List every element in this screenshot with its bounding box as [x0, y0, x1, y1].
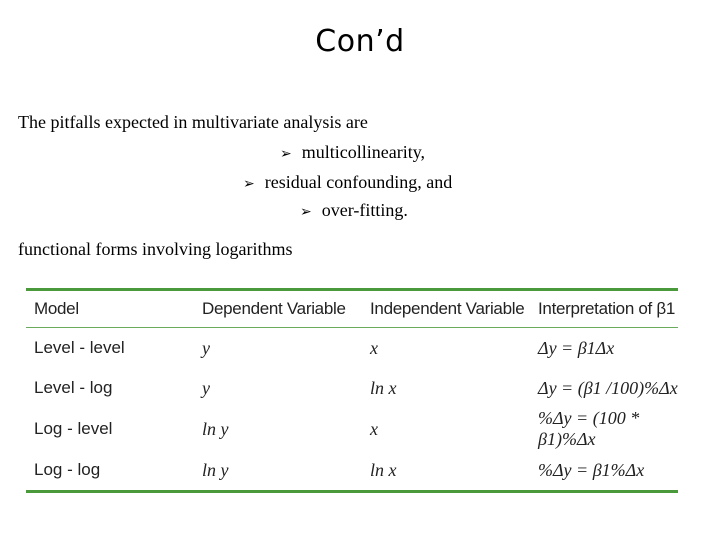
cell-model: Level - log — [34, 378, 113, 397]
cell-dependent: ln y — [202, 418, 229, 439]
cell-independent: ln x — [370, 377, 397, 398]
cell-interpretation: %Δy = (100 * β1)%Δx — [538, 408, 640, 449]
bullet-text: over-fitting. — [321, 200, 408, 220]
table-row — [26, 408, 678, 450]
cell-interpretation: Δy = β1Δx — [538, 337, 615, 358]
table-row — [26, 450, 678, 490]
bullet-text: residual confounding, and — [264, 172, 453, 192]
arrow-bullet-icon: ➢ — [280, 146, 292, 162]
table-row — [26, 368, 678, 408]
cell-independent: x — [370, 337, 378, 358]
table-grid — [26, 291, 678, 490]
bullet-item — [243, 172, 452, 193]
table-bottom-rule — [26, 490, 678, 493]
cell-dependent: ln y — [202, 459, 229, 480]
cell-independent: x — [370, 418, 378, 439]
cell-model: Level - level — [34, 338, 125, 357]
cell-model: Log - level — [34, 419, 113, 438]
subheading: functional forms involving logarithms — [18, 239, 293, 259]
table-header-row — [26, 291, 678, 327]
arrow-bullet-icon: ➢ — [300, 204, 312, 220]
bullet-item — [280, 142, 425, 163]
arrow-bullet-icon: ➢ — [243, 176, 255, 192]
slide-title: Con’d — [315, 24, 405, 59]
intro-text: The pitfalls expected in multivariate analysis are — [18, 112, 368, 132]
cell-independent: ln x — [370, 459, 397, 480]
cell-dependent: y — [202, 337, 210, 358]
bullet-text: multicollinearity, — [301, 142, 426, 162]
bullet-item — [300, 200, 408, 221]
header-interpretation: Interpretation of β1 — [538, 299, 676, 318]
cell-interpretation: %Δy = β1%Δx — [538, 459, 645, 480]
header-model: Model — [34, 299, 79, 318]
header-dependent: Dependent Variable — [202, 299, 346, 318]
table-row — [26, 328, 678, 368]
log-forms-table — [26, 288, 678, 493]
header-independent: Independent Variable — [370, 299, 525, 318]
cell-model: Log - log — [34, 460, 101, 479]
cell-interpretation: Δy = (β1 /100)%Δx — [538, 377, 678, 398]
cell-dependent: y — [202, 377, 210, 398]
